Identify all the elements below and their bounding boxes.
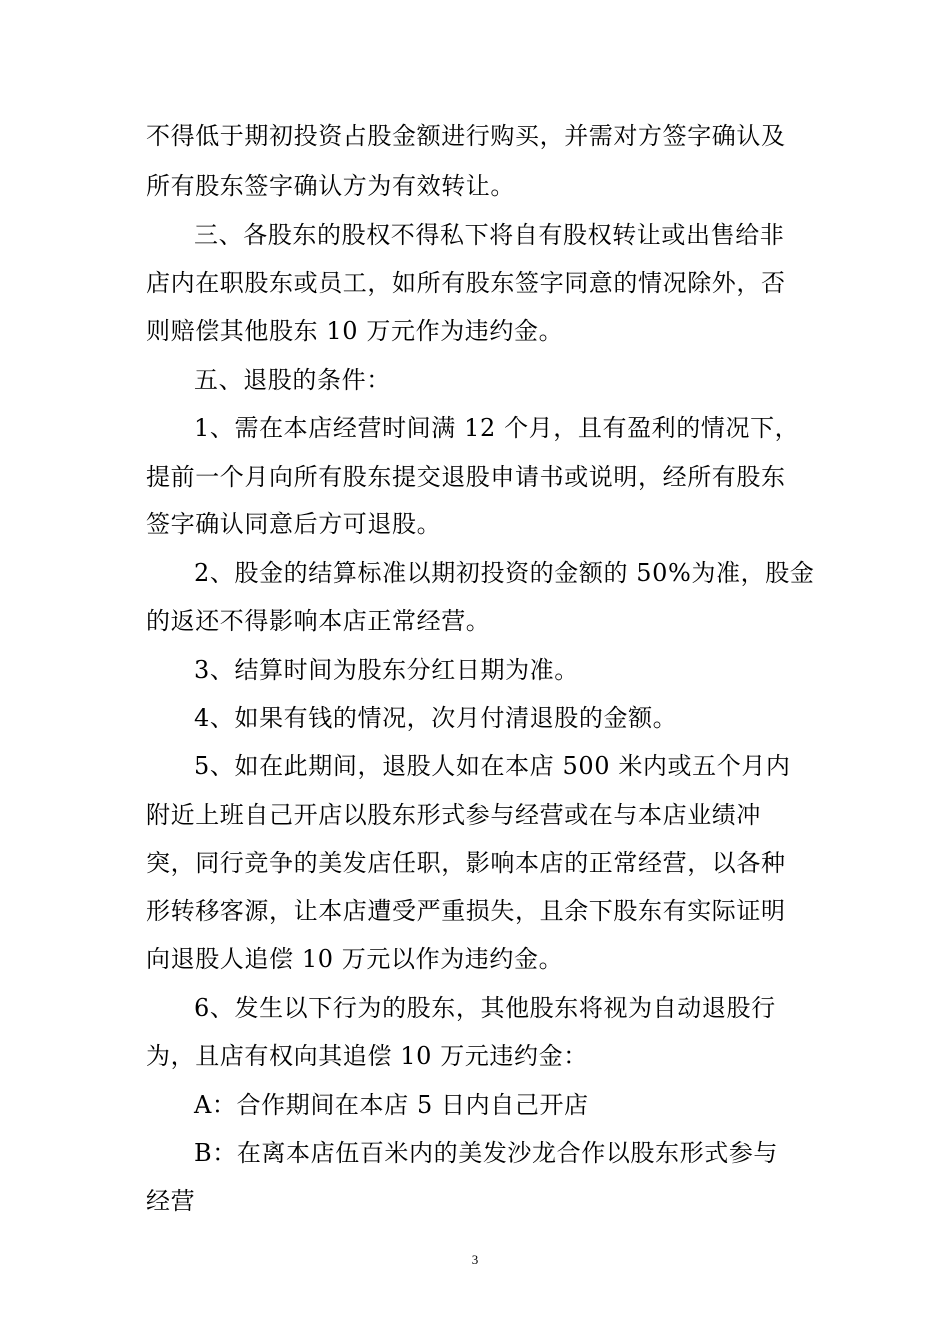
text-line: 所有股东签字确认方为有效转让。 xyxy=(146,172,515,200)
text-line: 5、如在此期间，退股人如在本店 500 米内或五个月内 xyxy=(194,752,791,780)
text-line: 附近上班自己开店以股东形式参与经营或在与本店业绩冲 xyxy=(146,801,761,829)
section-heading: 五、退股的条件： xyxy=(194,366,391,394)
text-line: 2、股金的结算标准以期初投资的金额的 50%为准，股金 xyxy=(194,559,815,587)
text-line: 向退股人追偿 10 万元以作为违约金。 xyxy=(146,945,564,973)
text-line: 经营 xyxy=(146,1187,196,1215)
page-number: 3 xyxy=(471,1252,479,1267)
text-line: 三、各股东的股权不得私下将自有股权转让或出售给非 xyxy=(194,221,785,249)
text-line: 为，且店有权向其追偿 10 万元违约金： xyxy=(146,1042,588,1070)
text-line: 1、需在本店经营时间满 12 个月，且有盈利的情况下， xyxy=(194,414,800,442)
text-line: 3、结算时间为股东分红日期为准。 xyxy=(194,656,579,684)
text-line: 4、如果有钱的情况，次月付清退股的金额。 xyxy=(194,704,678,732)
text-line: A：合作期间在本店 5 日内自己开店 xyxy=(194,1091,589,1119)
text-line: 签字确认同意后方可退股。 xyxy=(146,510,442,538)
text-line: 形转移客源，让本店遭受严重损失，且余下股东有实际证明 xyxy=(146,897,786,925)
text-line: 则赔偿其他股东 10 万元作为违约金。 xyxy=(146,317,564,345)
text-line: 突，同行竞争的美发店任职，影响本店的正常经营，以各种 xyxy=(146,849,786,877)
text-line: B：在离本店伍百米内的美发沙龙合作以股东形式参与 xyxy=(194,1139,779,1167)
text-line: 不得低于期初投资占股金额进行购买，并需对方签字确认及 xyxy=(146,122,786,150)
text-line: 的返还不得影响本店正常经营。 xyxy=(146,607,491,635)
text-line: 6、发生以下行为的股东，其他股东将视为自动退股行 xyxy=(194,994,776,1022)
text-line: 提前一个月向所有股东提交退股申请书或说明，经所有股东 xyxy=(146,463,786,491)
text-line: 店内在职股东或员工，如所有股东签字同意的情况除外，否 xyxy=(146,269,786,297)
